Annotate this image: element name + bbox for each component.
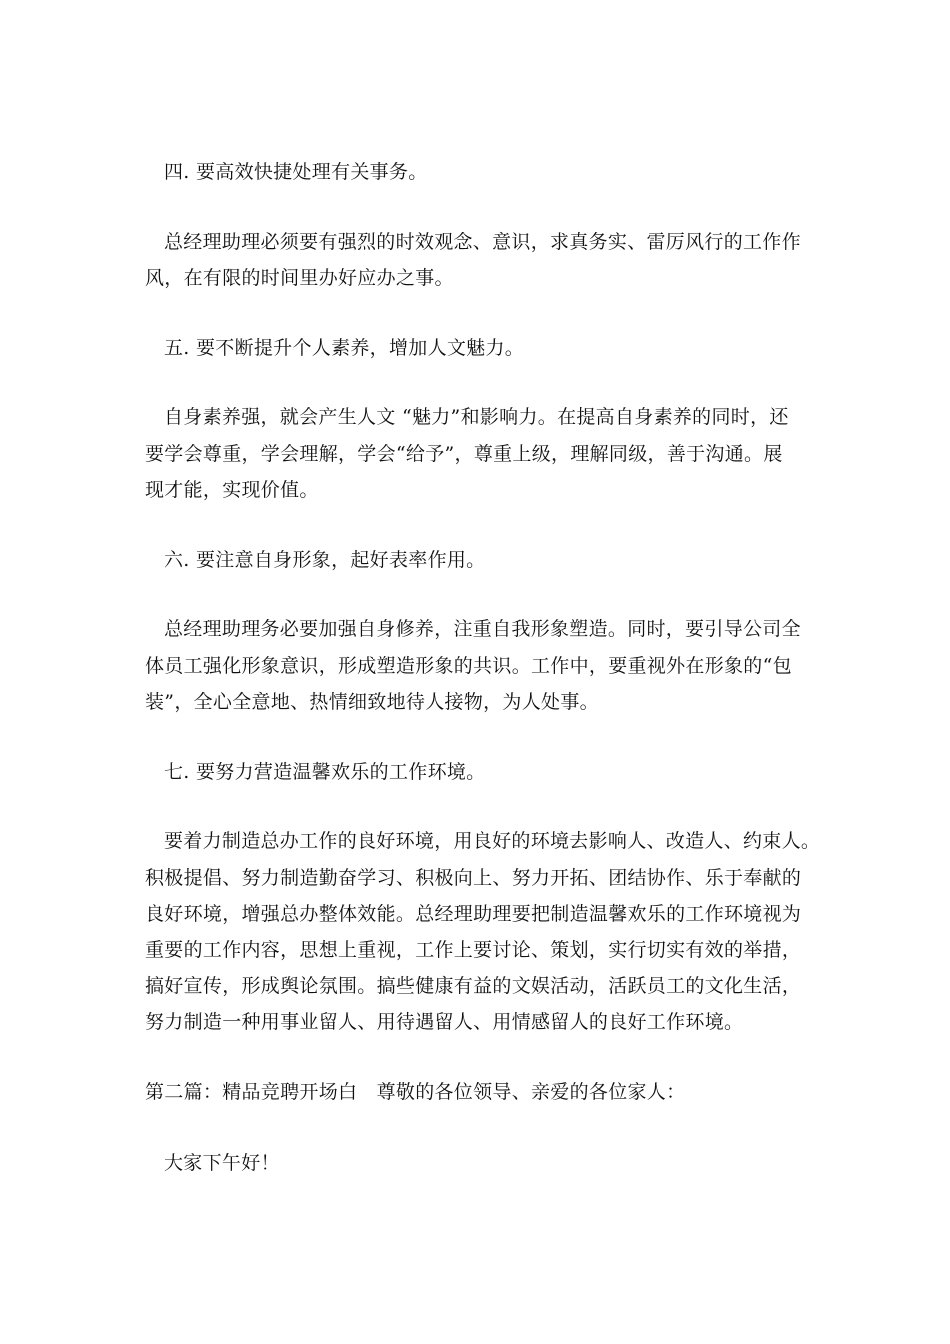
paragraph-7-line-5: 搞好宣传，形成舆论氛围。搞些健康有益的文娱活动，活跃员工的文化生活，	[145, 975, 802, 997]
paragraph-6-line-1: 总经理助理务必要加强自身修养，注重自我形象塑造。同时，要引导公司全	[164, 618, 801, 640]
greeting: 大家下午好！	[164, 1152, 280, 1174]
paragraph-4-line-2: 风，在有限的时间里办好应办之事。	[145, 267, 454, 289]
paragraph-5-line-1: 自身素养强，就会产生人文 “魅力”和影响力。在提高自身素养的同时，还	[164, 406, 789, 428]
paragraph-6-line-3: 装”，全心全意地、热情细致地待人接物，为人处事。	[145, 691, 599, 713]
paragraph-5-line-2: 要学会尊重，学会理解，学会“给予”，尊重上级，理解同级，善于沟通。展	[145, 443, 783, 465]
paragraph-7-line-2: 积极提倡、努力制造勤奋学习、积极向上、努力开拓、团结协作、乐于奉献的	[145, 867, 802, 889]
paragraph-4-line-1: 总经理助理必须要有强烈的时效观念、意识，求真务实、雷厉风行的工作作	[164, 231, 801, 253]
paragraph-6-line-2: 体员工强化形象意识，形成塑造形象的共识。工作中，要重视外在形象的“包	[145, 655, 792, 677]
heading-5: 五. 要不断提升个人素养，增加人文魅力。	[164, 337, 525, 359]
paragraph-7-line-1: 要着力制造总办工作的良好环境，用良好的环境去影响人、改造人、约束人。	[164, 830, 821, 852]
paragraph-7-line-3: 良好环境，增强总办整体效能。总经理助理要把制造温馨欢乐的工作环境视为	[145, 903, 802, 925]
paragraph-7-line-4: 重要的工作内容，思想上重视，工作上要讨论、策划，实行切实有效的举措，	[145, 939, 802, 961]
paragraph-5-line-3: 现才能，实现价值。	[145, 479, 319, 501]
heading-7: 七. 要努力营造温馨欢乐的工作环境。	[164, 761, 486, 783]
paragraph-7-line-6: 努力制造一种用事业留人、用待遇留人、用情感留人的良好工作环境。	[145, 1011, 744, 1033]
heading-4: 四. 要高效快捷处理有关事务。	[164, 161, 428, 183]
section-title: 第二篇：精品竞聘开场白 尊敬的各位领导、亲爱的各位家人：	[145, 1081, 686, 1103]
heading-6: 六. 要注意自身形象，起好表率作用。	[164, 549, 486, 571]
